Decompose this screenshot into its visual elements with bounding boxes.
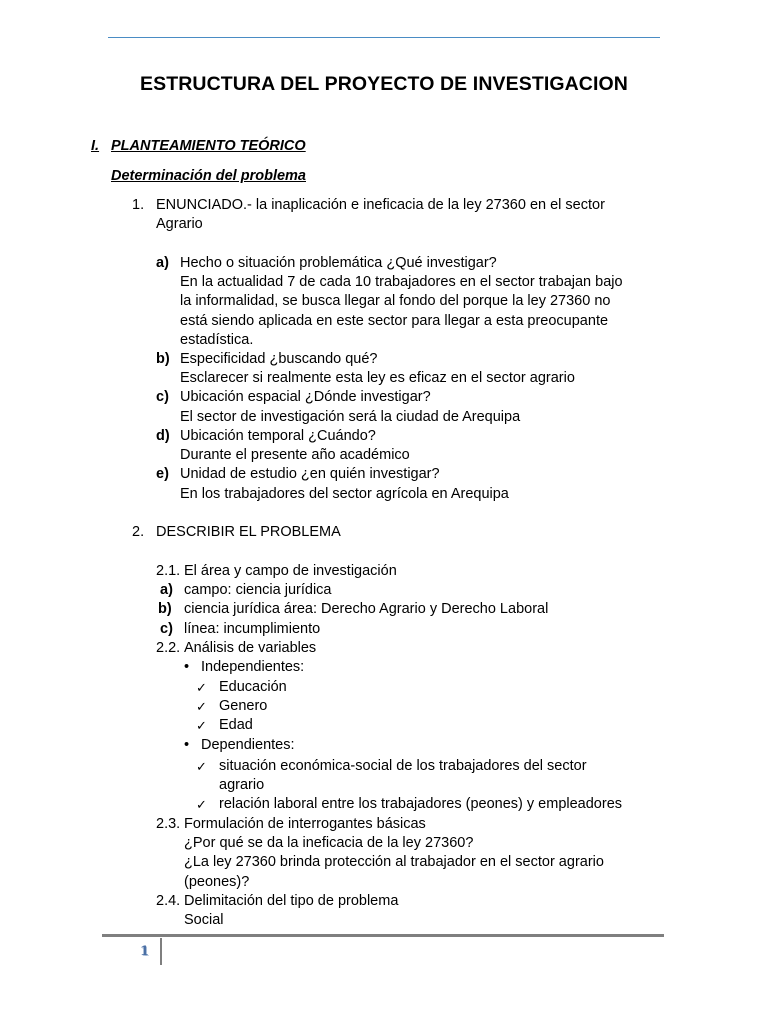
section-number: I. (91, 138, 100, 154)
checkmark-icon: ✓ (196, 797, 207, 812)
checkmark-icon: ✓ (196, 699, 207, 714)
variable-item: situación económica-social de los trabajadores del sector (219, 758, 587, 774)
subsection-label: Formulación de interrogantes básicas (184, 816, 426, 832)
item-label: Ubicación temporal ¿Cuándo? (180, 428, 376, 444)
question-text: ¿Por qué se da la ineficacia de la ley 27360? (184, 835, 474, 851)
item-text: Durante el presente año académico (180, 447, 410, 463)
item-letter: c) (160, 621, 173, 637)
section-title: PLANTEAMIENTO TEÓRICO (111, 138, 306, 154)
subsection-title: Determinación del problema (111, 168, 306, 184)
subsection-number: 2.2. (156, 640, 181, 656)
list-number: 2. (132, 524, 145, 540)
item-letter: e) (156, 466, 169, 482)
item-label: Hecho o situación problemática ¿Qué investigar? (180, 255, 497, 271)
item-text: En los trabajadores del sector agrícola en Arequipa (180, 486, 509, 502)
enunciado-line: Agrario (156, 216, 203, 232)
item-label: Ubicación espacial ¿Dónde investigar? (180, 389, 431, 405)
problem-type: Social (184, 912, 224, 928)
checkmark-icon: ✓ (196, 718, 207, 733)
variable-item: agrario (219, 777, 265, 793)
item-text: En la actualidad 7 de cada 10 trabajadores en el sector trabajan bajo (180, 274, 623, 290)
page-number: 1 (140, 944, 150, 959)
variable-item: Genero (219, 698, 268, 714)
item-text: ciencia jurídica área: Derecho Agrario y Derecho Laboral (184, 601, 549, 617)
subsection-number: 2.4. (156, 893, 181, 909)
bullet-icon: • (184, 737, 190, 753)
subsection-label: Análisis de variables (184, 640, 317, 656)
variable-group-label: Dependientes: (201, 737, 295, 753)
item-letter: b) (156, 351, 170, 367)
item-text: línea: incumplimiento (184, 621, 321, 637)
subsection-number: 2.1. (156, 563, 181, 579)
item-letter: b) (158, 601, 172, 617)
page-title: ESTRUCTURA DEL PROYECTO DE INVESTIGACION (140, 73, 628, 95)
checkmark-icon: ✓ (196, 680, 207, 695)
item-label: Especificidad ¿buscando qué? (180, 351, 378, 367)
subsection-label: El área y campo de investigación (184, 563, 397, 579)
variable-group-label: Independientes: (201, 659, 305, 675)
footer-separator (160, 938, 162, 965)
item-letter: c) (156, 389, 169, 405)
describir-heading: DESCRIBIR EL PROBLEMA (156, 524, 341, 540)
item-text: está siendo aplicada en este sector para llegar a esta preocupante (180, 313, 609, 329)
subsection-label: Delimitación del tipo de problema (184, 893, 399, 909)
item-letter: a) (160, 582, 173, 598)
footer-rule (102, 934, 664, 937)
list-number: 1. (132, 197, 145, 213)
item-text: El sector de investigación será la ciudad de Arequipa (180, 409, 521, 425)
item-text: la informalidad, se busca llegar al fondo del porque la ley 27360 no (180, 293, 611, 309)
checkmark-icon: ✓ (196, 759, 207, 774)
item-text: campo: ciencia jurídica (184, 582, 332, 598)
enunciado-line: ENUNCIADO.- la inaplicación e ineficacia de la ley 27360 en el sector (156, 197, 605, 213)
question-text: ¿La ley 27360 brinda protección al trabajador en el sector agrario (184, 854, 604, 870)
variable-item: Edad (219, 717, 253, 733)
item-letter: a) (156, 255, 169, 271)
header-rule (108, 37, 660, 38)
item-text: estadística. (180, 332, 254, 348)
variable-item: relación laboral entre los trabajadores (peones) y empleadores (219, 796, 623, 812)
bullet-icon: • (184, 659, 190, 675)
subsection-number: 2.3. (156, 816, 181, 832)
variable-item: Educación (219, 679, 287, 695)
item-letter: d) (156, 428, 170, 444)
question-text: (peones)? (184, 874, 250, 890)
item-text: Esclarecer si realmente esta ley es eficaz en el sector agrario (180, 370, 575, 386)
item-label: Unidad de estudio ¿en quién investigar? (180, 466, 440, 482)
